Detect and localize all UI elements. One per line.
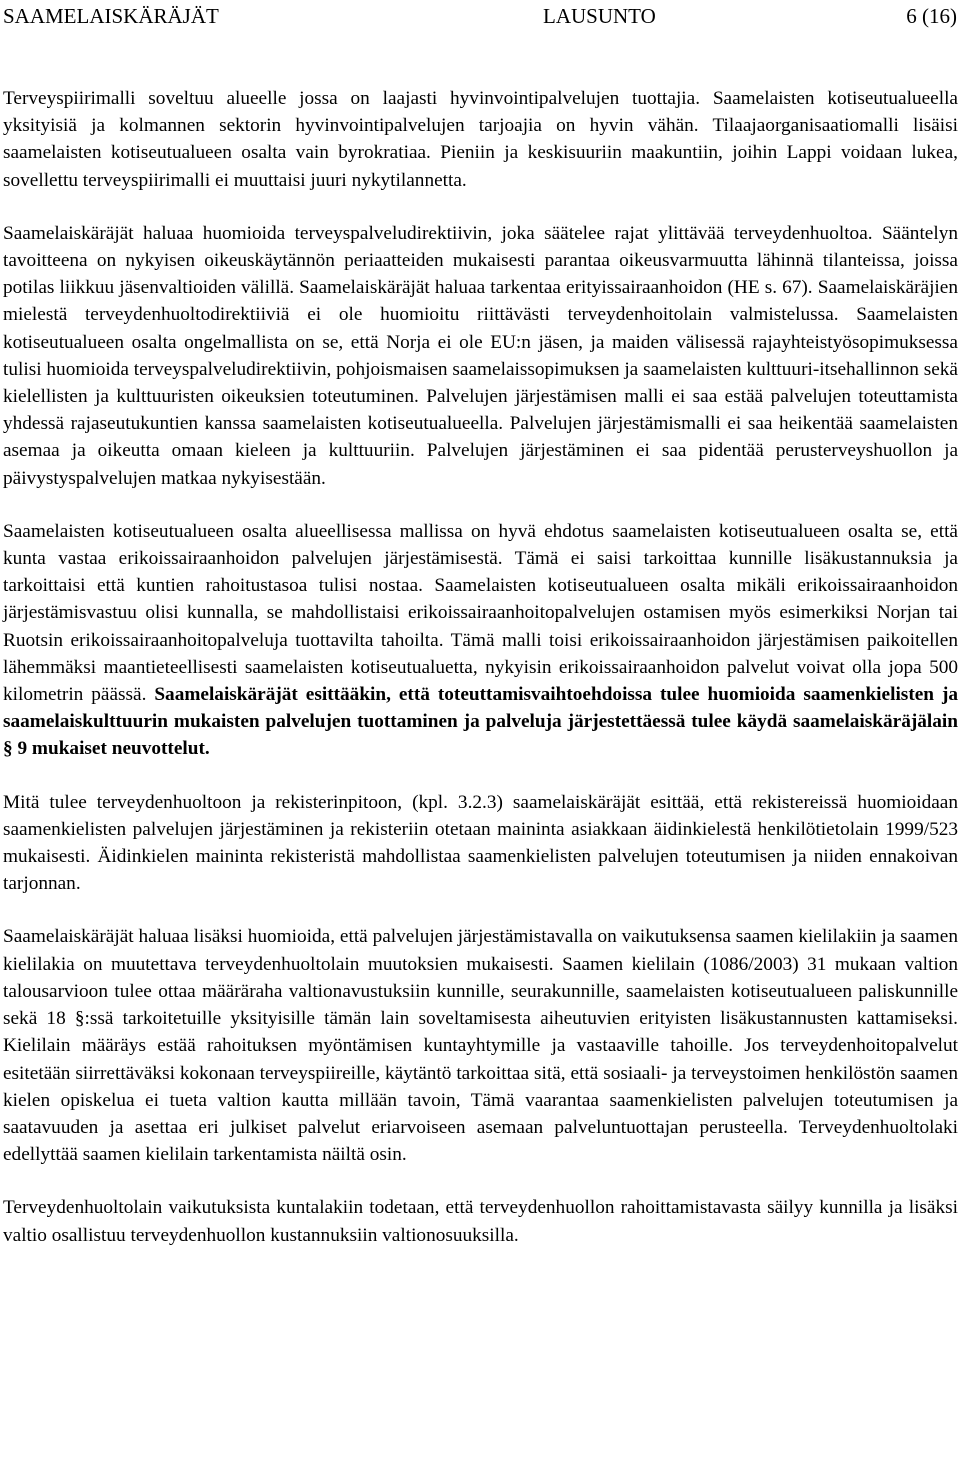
paragraph-4	[3, 789, 958, 898]
paragraph-3-bold-statement: Saamelaiskäräjät esittääkin, että toteuttamisvaihtoehdoissa tulee huomioida saamenkielisten ja saamelaiskulttuurin mukaisten palvelujen tuottaminen ja palveluja järjestettäessä tulee käydä saamelaiskäräjälain § 9 mukaiset neuvottelut.	[3, 684, 959, 760]
paragraph-3-text: Saamelaisten kotiseutualueen osalta alueellisessa mallissa on hyvä ehdotus saamelaisten kotiseutualueen osalta se, että kunta vastaa erikoissairaanhoidon palvelujen järjestämisestä. Tämä ei saisi tarkoittaa kunnille lisäkustannuksia ja tarkoittaisi että kuntien rahoitustasoa tulisi nostaa. Saamelaisten kotiseutualueen osalta mikäli erikoissairaanhoidon järjestämisvastuu olisi kunnalla, se mahdollistaisi erikoissairaanhoitopalvelujen ostamisen myös esimerkiksi Norjan tai Ruotsin erikoissairaanhoitopalveluja tuottavilta tahoilta. Tämä malli toisi erikoissairaanhoidon järjestämisen paikoitellen lähemmäksi maantieteellisesti saamelaisten kotiseutualuetta, nykyisin erikoissairaanhoidon palvelut voivat olla jopa 500 kilometrin päässä.	[3, 520, 958, 706]
header-page-number: 6 (16)	[906, 4, 957, 28]
header-document-type: LAUSUNTO	[543, 4, 656, 28]
paragraph-3	[3, 518, 958, 763]
paragraph-5	[3, 923, 958, 1168]
paragraph-2-text: Saamelaiskäräjät haluaa huomioida terveyspalveludirektiivin, joka säätelee rajat ylittävää terveydenhuoltoa. Sääntelyn tavoitteena on nykyisen oikeuskäytännön periaatteiden mukaisesti parantaa oikeusvarmuutta lähinnä tilanteissa, joissa potilas liikkuu jäsenvaltioiden välillä. Saamelaiskäräjät haluaa tarkentaa erityissairaanhoidon (HE s. 67). Saamelaiskäräjien mielestä terveydenhuoltodirektiiviä ei ole huomioitu riittävästi terveydenhoitolain valmistelussa. Saamelaisten kotiseutualueen osalta ongelmallista on se, että Norja ei ole EU:n jäsen, ja maiden välisessä rajayhteistyösopimuksessa tulisi huomioida terveyspalveludirektiivin, pohjoismaisen saamelaissopimuksen ja saamelaisten kulttuuri-itsehallinnon sekä kielellisten ja kulttuuristen oikeuksien toteutuminen. Palvelujen järjestämisen malli ei saa estää palvelujen toteuttamista yhdessä rajaseutukuntien kanssa saamelaisten kotiseutualueella. Palvelujen järjestämismalli ei saa heikentää saamelaisten asemaa ja oikeutta omaan kieleen ja kulttuuriin. Palvelujen järjestäminen ei saa pidentää perusterveyshuollon ja päivystyspalvelujen matkaa nykyisestään.	[3, 222, 958, 489]
paragraph-5-text: Saamelaiskäräjät haluaa lisäksi huomioida, että palvelujen järjestämistavalla on vaikutuksensa saamen kielilakiin ja saamen kielilakia on muutettava terveydenhuoltolain muutoksien mukaisesti. Saamen kielilain (1086/2003) 31 mukaan valtion talousarvioon tulee ottaa määräraha valtionavustuksiin kunnille, seurakunnille, saamelaisten kotiseutualueen paliskunnille sekä 18 §:ssä tarkoitetuille yksityisille tämän lain soveltamisesta aiheutuvien erityisten lisäkustannusten kattamiseksi. Kielilain määräys estää rahoituksen myöntämisen kuntayhtymille ja vastaaville tahoille. Jos terveydenhoitopalvelut esitetään siirrettäväksi kokonaan terveyspiireille, käytäntö tarkoittaa sitä, että sosiaali- ja terveystoimen henkilöstön saamen kielen opiskelua ei tueta valtion kautta millään tavoin, Tämä vaarantaa saamenkielisten palvelujen toteutumisen ja saatavuuden ja asettaa eri julkiset palvelut eriarvoiseen asemaan palveluntuottajan perusteella. Terveydenhuoltolaki edellyttää saamen kielilain tarkentamista näiltä osin.	[3, 926, 958, 1166]
paragraph-1	[3, 85, 958, 194]
paragraph-1-text: Terveyspiirimalli soveltuu alueelle jossa on laajasti hyvinvointipalvelujen tuottajia. Saamelaisten kotiseutualueella yksityisiä ja kolmannen sektorin hyvinvointipalvelujen tarjoajia on hyvin vähän. Tilaajaorganisaatiomalli lisäisi saamelaisten kotiseutualueen osalta vain byrokratiaa. Pieniin ja keskisuuriin maakuntiin, joihin Lappi voidaan lukea, sovellettu terveyspiirimalli ei muuttaisi juuri nykytilannetta.	[3, 88, 958, 191]
paragraph-6-text: Terveydenhuoltolain vaikutuksista kuntalakiin todetaan, että terveydenhuollon rahoittamistavasta säilyy kunnilla ja lisäksi valtio osallistuu terveydenhuollon kustannuksiin valtionosuuksilla.	[3, 1197, 958, 1246]
page-header	[3, 2, 957, 30]
header-organization: SAAMELAISKÄRÄJÄT	[3, 4, 219, 28]
paragraph-6	[3, 1194, 958, 1248]
paragraph-2	[3, 220, 958, 492]
document-body	[3, 85, 958, 1249]
paragraph-4-text: Mitä tulee terveydenhuoltoon ja rekisterinpitoon, (kpl. 3.2.3) saamelaiskäräjät esittää, että rekistereissä huomioidaan saamenkielisten palvelujen järjestäminen ja rekisteriin otetaan maininta asiakkaan äidinkielestä henkilötietolain 1999/523 mukaisesti. Äidinkielen maininta rekisteristä mahdollistaa saamenkielisten palvelujen toteutumisen ja niiden ennakoivan tarjonnan.	[3, 791, 958, 895]
